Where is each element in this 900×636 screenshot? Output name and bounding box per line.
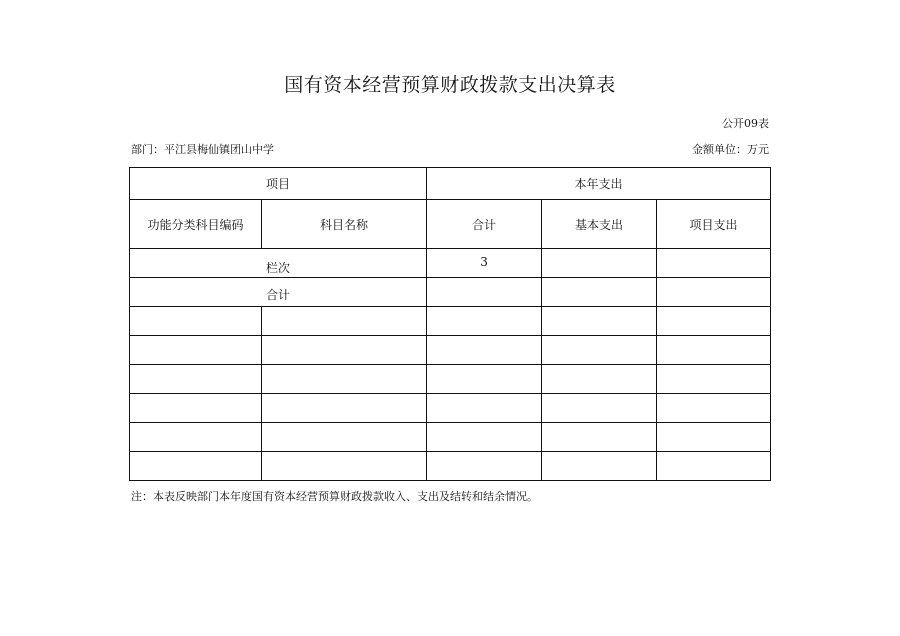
table-cell (657, 365, 771, 394)
table-cell (130, 452, 262, 481)
table-row (130, 394, 771, 423)
table-cell (427, 278, 542, 307)
col-total: 合计 (427, 200, 542, 249)
table-cell (427, 365, 542, 394)
table-cell (657, 307, 771, 336)
table-cell (657, 394, 771, 423)
table-cell (427, 394, 542, 423)
table-cell (657, 278, 771, 307)
table-row (130, 423, 771, 452)
table-cell (657, 336, 771, 365)
header-current-year-expense: 本年支出 (427, 168, 771, 200)
table-cell (262, 423, 427, 452)
table-cell (542, 307, 657, 336)
table-cell (427, 452, 542, 481)
table-row (130, 452, 771, 481)
table-cell (542, 365, 657, 394)
table-subheader-row (130, 200, 771, 249)
table-cell (657, 423, 771, 452)
table-cell (262, 365, 427, 394)
table-cell (542, 452, 657, 481)
table-header-row (130, 168, 771, 200)
table-cell (262, 336, 427, 365)
table-cell (130, 307, 262, 336)
row-total-label: 合计 (130, 278, 427, 307)
table-cell (130, 365, 262, 394)
table-cell (542, 394, 657, 423)
table-cell (130, 423, 262, 452)
table-cell (262, 307, 427, 336)
row-index-total: 3 (427, 249, 542, 278)
page-title: 国有资本经营预算财政拨款支出决算表 (284, 74, 616, 96)
table-cell (130, 394, 262, 423)
col-subject-name: 科目名称 (262, 200, 427, 249)
table-row-total (130, 278, 771, 307)
table-cell (427, 336, 542, 365)
table-cell (542, 249, 657, 278)
footnote: 注：本表反映部门本年度国有资本经营预算财政拨款收入、支出及结转和结余情况。 (131, 490, 538, 503)
table-cell (657, 452, 771, 481)
amount-unit-label: 金额单位：万元 (692, 143, 769, 156)
table-row (130, 365, 771, 394)
table-row-index (130, 249, 771, 278)
table-cell (130, 336, 262, 365)
table-cell (542, 336, 657, 365)
table-cell (262, 394, 427, 423)
table-row (130, 307, 771, 336)
table-cell (427, 423, 542, 452)
table-cell (657, 249, 771, 278)
table-cell (542, 423, 657, 452)
col-function-code: 功能分类科目编码 (130, 200, 262, 249)
table-cell (542, 278, 657, 307)
department-label: 部门：平江县梅仙镇团山中学 (131, 143, 274, 156)
row-index-label: 栏次 (130, 249, 427, 278)
table-cell (427, 307, 542, 336)
col-basic-expense: 基本支出 (542, 200, 657, 249)
expenditure-table (129, 167, 771, 481)
table-cell (262, 452, 427, 481)
header-item: 项目 (130, 168, 427, 200)
table-row (130, 336, 771, 365)
form-number: 公开09表 (722, 117, 769, 130)
col-project-expense: 项目支出 (657, 200, 771, 249)
